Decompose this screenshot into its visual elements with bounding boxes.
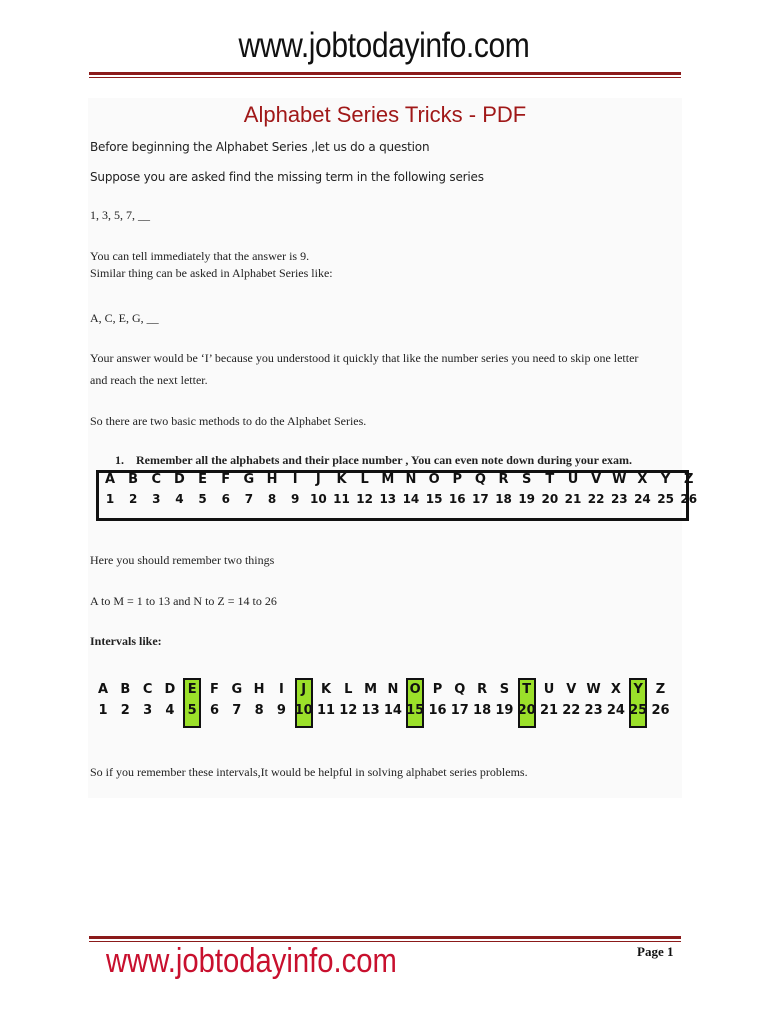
interval-number: 2: [120, 703, 130, 718]
interval-number: 21: [539, 703, 559, 718]
intro-line-2: Suppose you are asked find the missing term in the following series: [90, 170, 484, 184]
alphabet-number: 21: [564, 492, 582, 506]
alphabet-letter: K: [336, 472, 347, 487]
answer-text: You can tell immediately that the answer is 9.: [90, 249, 310, 263]
interval-letter: W: [586, 682, 601, 697]
alphabet-letter: M: [381, 472, 395, 487]
interval-letter: C: [142, 682, 153, 697]
interval-letter: X: [610, 682, 621, 697]
interval-letter: O: [409, 682, 421, 697]
interval-letter: B: [120, 682, 131, 697]
remember-text: Here you should remember two things: [90, 553, 275, 567]
header-rule-thin: [89, 77, 681, 78]
intervals-heading: Intervals like:: [90, 634, 162, 648]
interval-number: 16: [428, 703, 447, 718]
alphabet-letter: T: [545, 472, 555, 487]
explanation-line-1: Your answer would be ‘I’ because you understood it quickly that like the number series you need to skip one letter: [90, 351, 639, 365]
interval-number: 25: [629, 703, 648, 718]
alphabet-letter: C: [151, 472, 162, 487]
alphabet-number: 16: [448, 492, 466, 506]
alphabet-number: 10: [309, 492, 327, 506]
interval-number: 13: [361, 703, 380, 718]
interval-letter: L: [344, 682, 353, 697]
alphabet-number: 7: [244, 492, 254, 506]
alphabet-letter: D: [174, 472, 185, 487]
interval-number: 22: [562, 703, 581, 718]
alphabet-letter: U: [567, 472, 579, 487]
interval-letter: K: [320, 682, 332, 697]
interval-number: 5: [187, 703, 197, 718]
interval-number: 1: [98, 703, 108, 718]
interval-number: 17: [450, 703, 469, 718]
alphabet-letter: R: [498, 472, 509, 487]
interval-letter: S: [499, 682, 510, 697]
interval-letter: P: [432, 682, 443, 697]
alphabet-number: 22: [587, 492, 605, 506]
number-series: 1, 3, 5, 7, __: [90, 208, 150, 222]
alphabet-number: 6: [221, 492, 230, 506]
alphabet-number: 17: [472, 492, 489, 506]
interval-number: 11: [316, 703, 336, 718]
footer-site-url[interactable]: www.jobtodayinfo.com: [106, 942, 397, 980]
alphabet-number: 1: [105, 492, 115, 506]
methods-text: So there are two basic methods to do the Alphabet Series.: [90, 414, 367, 428]
header-rule: [89, 72, 681, 75]
alphabet-number: 11: [333, 492, 350, 506]
alphabet-number: 3: [152, 492, 161, 506]
interval-letter: U: [543, 682, 555, 697]
alphabet-letter: Z: [684, 472, 694, 487]
interval-letter: Y: [633, 682, 643, 697]
alphabet-number: 15: [425, 492, 443, 506]
ranges-text: A to M = 1 to 13 and N to Z = 14 to 26: [90, 594, 277, 608]
alphabet-number: 25: [657, 492, 674, 506]
interval-number: 8: [254, 703, 264, 718]
interval-number: 3: [143, 703, 153, 718]
interval-letter: I: [278, 682, 284, 697]
interval-number: 10: [294, 703, 313, 718]
interval-number: 18: [473, 703, 492, 718]
alphabet-number: 5: [198, 492, 207, 506]
alphabet-number: 9: [291, 492, 300, 506]
interval-letter: J: [301, 682, 307, 697]
alphabet-letter: L: [360, 472, 369, 487]
interval-number: 15: [406, 703, 425, 718]
interval-letter: D: [164, 682, 176, 697]
alphabet-number: 4: [175, 492, 184, 506]
alphabet-number: 2: [128, 492, 138, 506]
interval-number: 7: [232, 703, 242, 718]
interval-letter: A: [97, 682, 109, 697]
conclusion-text: So if you remember these intervals,It would be helpful in solving alphabet series problems.: [90, 765, 528, 779]
interval-number: 12: [339, 703, 358, 718]
interval-number: 20: [517, 703, 536, 718]
alphabet-number: 26: [680, 492, 698, 506]
interval-number: 14: [383, 703, 402, 718]
alphabet-letter: X: [637, 472, 648, 487]
interval-number: 23: [584, 703, 603, 718]
interval-number: 4: [165, 703, 175, 718]
alphabet-letter: N: [405, 472, 417, 487]
alphabet-letter: H: [266, 472, 278, 487]
alphabet-number: 13: [379, 492, 397, 506]
alphabet-series: A, C, E, G, __: [90, 311, 159, 325]
intro-line-1: Before beginning the Alphabet Series ,let us do a question: [90, 140, 430, 154]
interval-number: 26: [651, 703, 670, 718]
alphabet-letter: O: [428, 472, 440, 487]
interval-letter: N: [387, 682, 399, 697]
alphabet-number: 8: [267, 492, 277, 506]
alphabet-number: 12: [356, 492, 373, 506]
interval-letter: T: [522, 682, 532, 697]
alphabet-number: 23: [610, 492, 628, 506]
alphabet-letter: S: [522, 472, 532, 487]
interval-number: 9: [276, 703, 286, 718]
alphabet-number: 19: [518, 492, 536, 506]
interval-letter: H: [253, 682, 265, 697]
similar-text: Similar thing can be asked in Alphabet Series like:: [90, 266, 333, 280]
document-title: Alphabet Series Tricks - PDF: [243, 102, 527, 127]
footer-rule: [89, 936, 681, 939]
page-number: Page 1: [637, 944, 674, 959]
alphabet-number: 20: [541, 492, 559, 506]
alphabet-letter: W: [612, 472, 627, 487]
alphabet-number: 14: [402, 492, 420, 506]
alphabet-letter: I: [292, 472, 298, 487]
alphabet-letter: E: [198, 472, 208, 487]
explanation-line-2: and reach the next letter.: [90, 373, 208, 387]
interval-number: 24: [606, 703, 625, 718]
alphabet-letter: F: [221, 472, 231, 487]
interval-letter: G: [231, 682, 243, 697]
interval-letter: F: [210, 682, 219, 697]
interval-letter: Z: [655, 682, 666, 697]
interval-number: 19: [495, 703, 514, 718]
alphabet-letter: V: [591, 472, 602, 487]
alphabet-number: 24: [634, 492, 651, 506]
alphabet-number: 18: [495, 492, 512, 506]
interval-number: 6: [209, 703, 220, 718]
method-1-number: 1.: [115, 453, 124, 467]
site-header-url[interactable]: www.jobtodayinfo.com: [238, 26, 530, 65]
interval-letter: V: [566, 682, 577, 697]
method-1-text: Remember all the alphabets and their place number , You can even note down during your exam.: [136, 453, 633, 467]
interval-letter: E: [187, 682, 197, 697]
alphabet-letter: G: [243, 472, 255, 487]
interval-letter: R: [477, 682, 488, 697]
alphabet-letter: J: [315, 472, 321, 487]
alphabet-letter: Q: [474, 472, 486, 487]
alphabet-letter: A: [104, 472, 116, 487]
interval-letter: Q: [454, 682, 466, 697]
alphabet-letter: Y: [660, 472, 671, 487]
alphabet-letter: P: [452, 472, 463, 487]
alphabet-letter: B: [128, 472, 139, 487]
interval-letter: M: [364, 682, 378, 697]
